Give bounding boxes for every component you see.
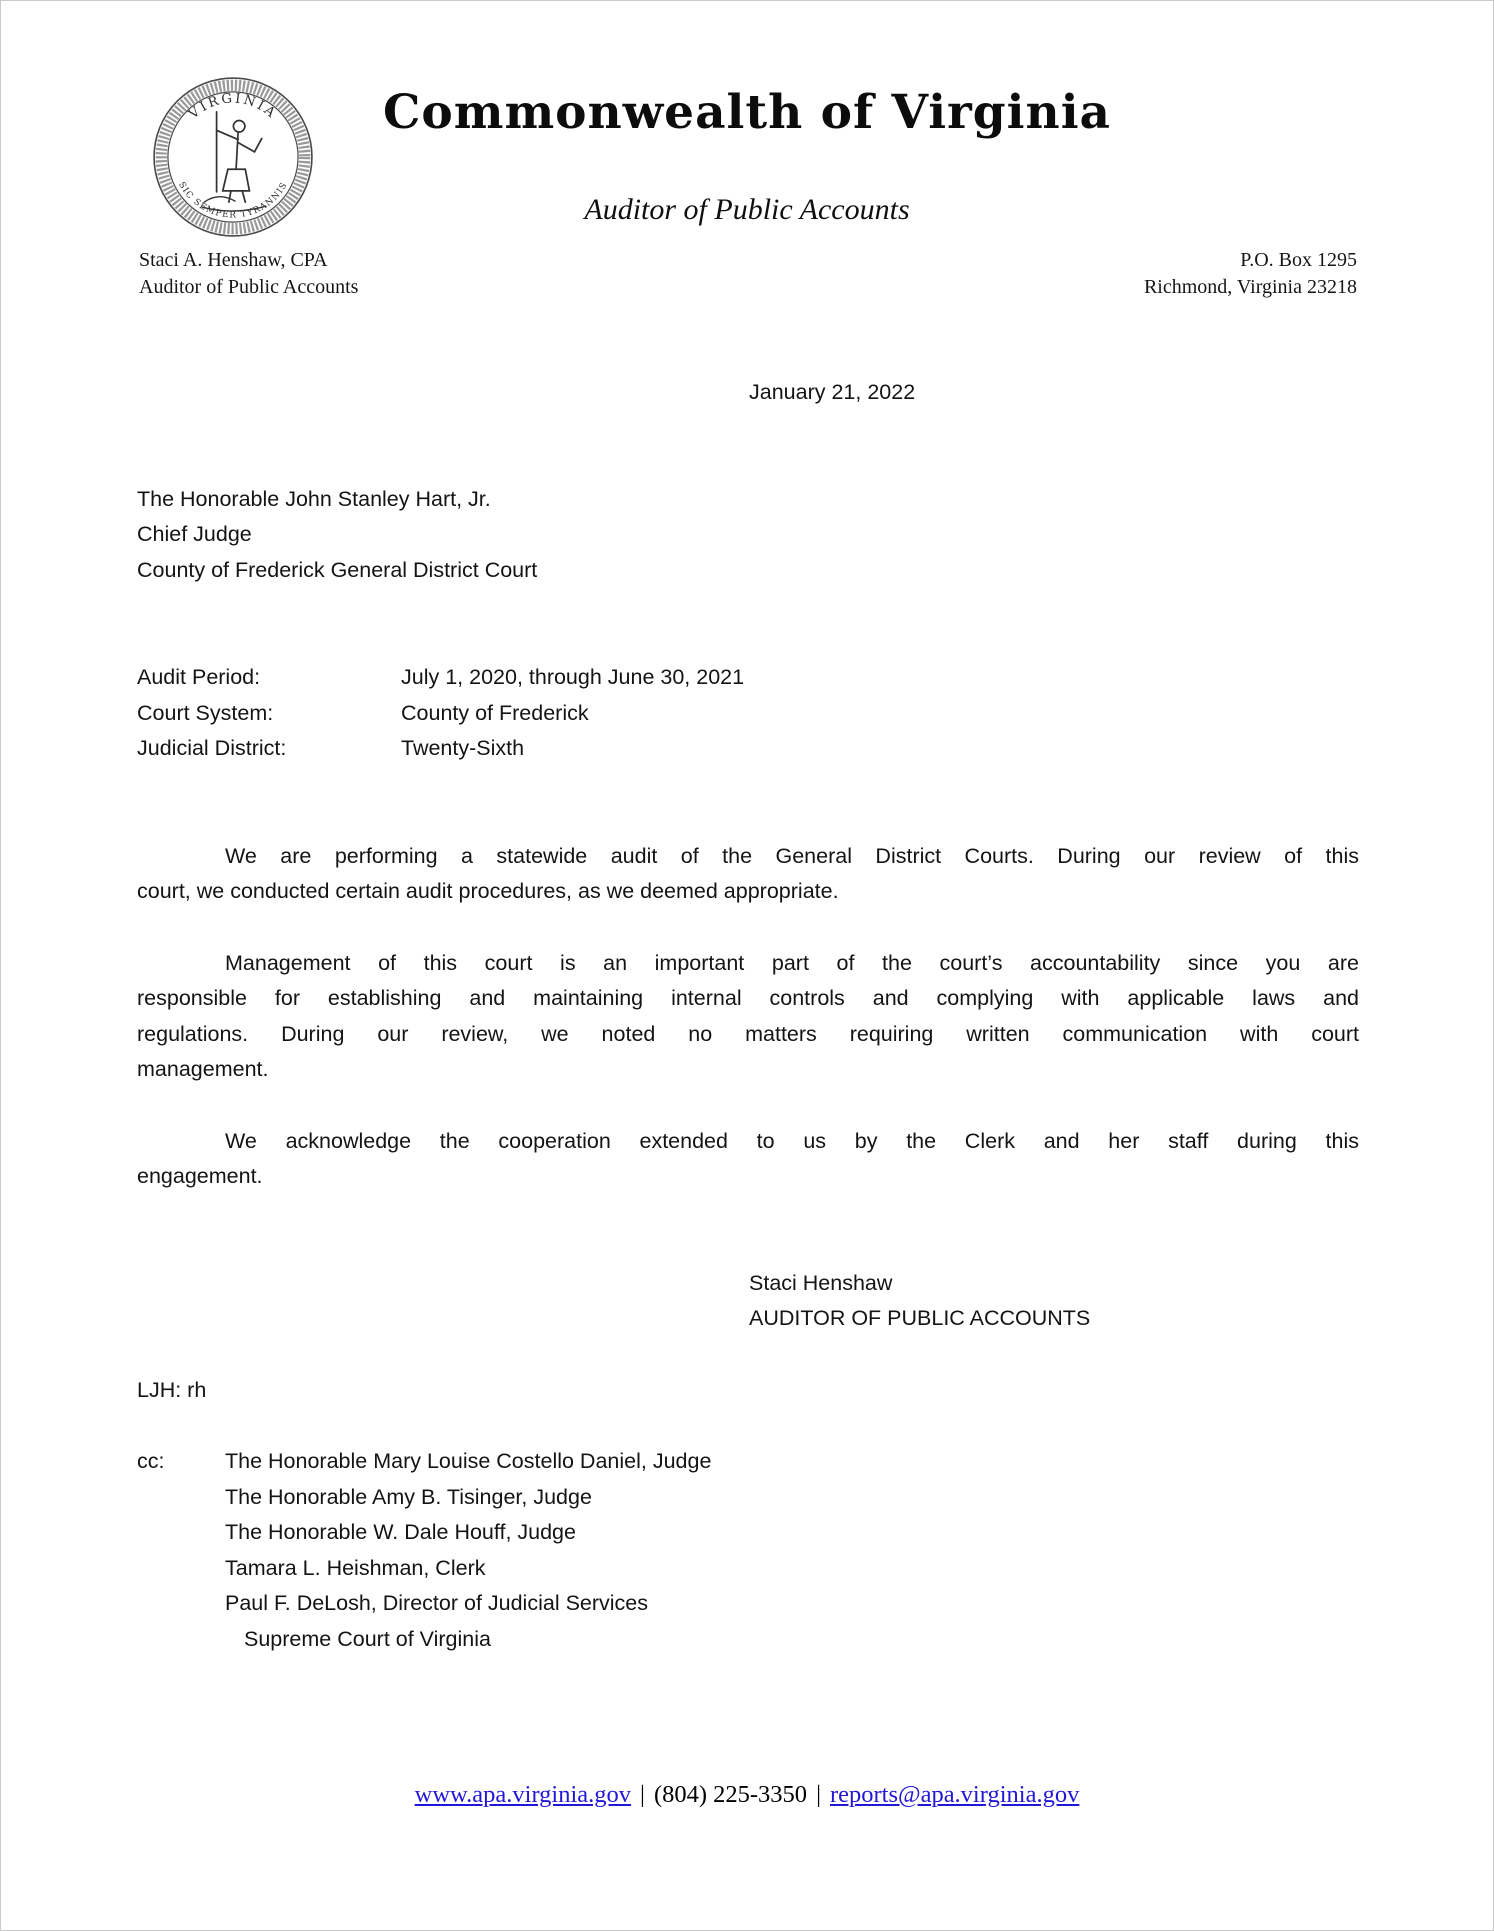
official-block [139, 247, 358, 301]
meta-row [137, 660, 1359, 696]
recipient-line: The Honorable John Stanley Hart, Jr. [137, 486, 491, 511]
signer-title: AUDITOR OF PUBLIC ACCOUNTS [749, 1306, 1091, 1330]
meta-row [137, 696, 1359, 732]
recipient-block [137, 482, 1359, 589]
official-name: Staci A. Henshaw, CPA [139, 249, 328, 271]
footer-separator: | [640, 1781, 645, 1808]
cc-entry: The Honorable Amy B. Tisinger, Judge [225, 1484, 592, 1509]
signature-block [749, 1266, 1359, 1337]
footer-separator: | [816, 1781, 821, 1808]
signer-name: Staci Henshaw [749, 1270, 893, 1295]
paragraph-line: responsible for establishing and maintaining internal controls and complying with applicable laws and [137, 986, 1359, 1010]
cc-entry: The Honorable Mary Louise Costello Daniel, Judge [225, 1449, 712, 1473]
paragraph-line: court, we conducted certain audit procedures, as we deemed appropriate. [137, 879, 839, 903]
meta-row [137, 731, 1359, 767]
page-footer [1, 1781, 1493, 1809]
paragraph-line: engagement. [137, 1164, 263, 1188]
paragraph [137, 839, 1359, 910]
cc-entry: The Honorable W. Dale Houff, Judge [225, 1520, 576, 1544]
audit-meta-block [137, 660, 1359, 767]
cc-entry: Supreme Court of Virginia [244, 1626, 491, 1651]
recipient-line: Chief Judge [137, 522, 252, 546]
meta-value: July 1, 2020, through June 30, 2021 [401, 665, 745, 689]
address-line: Richmond, Virginia 23218 [1143, 276, 1357, 298]
paragraph-line: Management of this court is an important part of the court’s accountability since you are [225, 950, 1359, 975]
organization-title: Commonwealth of Virginia [382, 85, 1112, 140]
cc-block [137, 1444, 1359, 1657]
address-block [1144, 247, 1357, 301]
meta-label: Audit Period: [137, 665, 261, 689]
phone-number: (804) 225-3350 [653, 1781, 808, 1808]
paragraph-line: management. [137, 1057, 269, 1081]
reference-initials: LJH: rh [137, 1377, 207, 1402]
official-title: Auditor of Public Accounts [139, 276, 359, 298]
paragraph [137, 1124, 1359, 1195]
cc-entry: Tamara L. Heishman, Clerk [225, 1555, 486, 1580]
seal-top-text: VIRGINIA [186, 91, 280, 123]
paragraph-line: regulations. During our review, we noted no matters requiring written communication with court [137, 1021, 1359, 1046]
organization-subtitle: Auditor of Public Accounts [584, 193, 910, 226]
meta-label: Judicial District: [137, 736, 287, 760]
email-link[interactable]: reports@apa.virginia.gov [829, 1781, 1080, 1808]
meta-value: Twenty-Sixth [401, 736, 525, 760]
letter-date: January 21, 2022 [749, 380, 916, 404]
meta-label: Court System: [137, 700, 274, 725]
cc-entry: Paul F. DeLosh, Director of Judicial Services [225, 1591, 649, 1615]
cc-label: cc: [137, 1449, 165, 1473]
paragraph-line: We are performing a statewide audit of the General District Courts. During our review of this [225, 843, 1359, 868]
letter-body [137, 375, 1359, 1657]
website-link[interactable]: www.apa.virginia.gov [414, 1781, 632, 1808]
paragraph [137, 946, 1359, 1088]
seal-bottom-text: SIC SEMPER TYRANNIS [176, 180, 290, 221]
recipient-line: County of Frederick General District Court [137, 557, 538, 582]
meta-value: County of Frederick [401, 700, 589, 725]
address-line: P.O. Box 1295 [1240, 249, 1357, 271]
paragraph-line: We acknowledge the cooperation extended to us by the Clerk and her staff during this [225, 1128, 1359, 1153]
